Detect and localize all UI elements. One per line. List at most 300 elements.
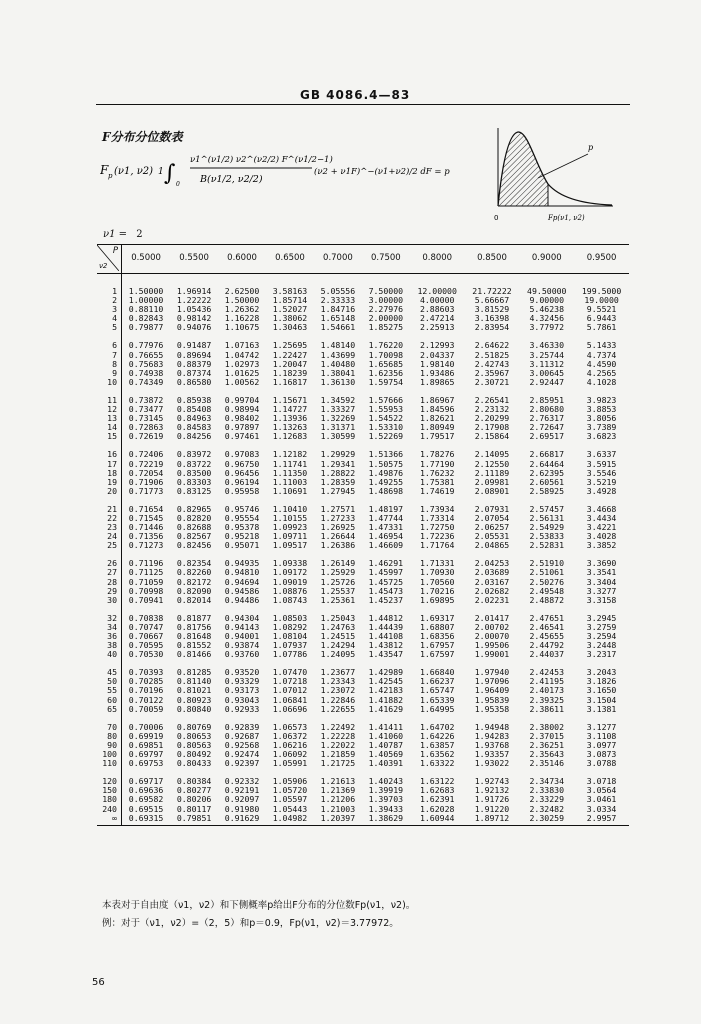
nu2-value: 22 bbox=[107, 512, 117, 523]
quantile-value: 3.00645 bbox=[529, 367, 565, 378]
quantile-value: 1.57666 bbox=[368, 394, 404, 405]
quantile-value: 0.94694 bbox=[224, 576, 260, 587]
nu2-value: 27 bbox=[107, 567, 117, 578]
quantile-value: 2.12993 bbox=[419, 340, 455, 351]
nu2-value: 55 bbox=[107, 685, 117, 696]
quantile-value: 1.66840 bbox=[419, 667, 455, 678]
quantile-value: 3.3690 bbox=[586, 558, 617, 569]
quantile-value: 3.0873 bbox=[586, 749, 617, 760]
quantile-value: 1.16817 bbox=[272, 376, 308, 387]
quantile-value: 2.47214 bbox=[419, 313, 455, 324]
quantile-value: 0.88110 bbox=[128, 304, 164, 315]
quantile-value: 1.09019 bbox=[272, 576, 308, 587]
quantile-value: 0.95958 bbox=[224, 485, 260, 496]
quantile-value: 1.14727 bbox=[272, 404, 308, 415]
quantile-value: 1.10155 bbox=[272, 512, 308, 523]
quantile-value: 1.82621 bbox=[419, 413, 455, 424]
quantile-value: 1.07786 bbox=[272, 649, 308, 660]
quantile-value: 2.52831 bbox=[529, 540, 565, 551]
quantile-value: 0.95554 bbox=[224, 512, 260, 523]
quantile-value: 2.47651 bbox=[529, 612, 565, 623]
quantile-value: 19.0000 bbox=[584, 295, 619, 306]
quantile-value: 1.11741 bbox=[272, 458, 308, 469]
quantile-value: 0.71125 bbox=[128, 567, 164, 578]
quantile-value: 1.95839 bbox=[474, 694, 510, 705]
quantile-value: 0.71196 bbox=[128, 558, 164, 569]
nu2-value: 23 bbox=[107, 522, 117, 533]
quantile-value: 0.93874 bbox=[224, 640, 260, 651]
quantile-value: 1.08104 bbox=[272, 631, 308, 641]
quantile-value: 1.21725 bbox=[320, 758, 356, 769]
quantile-value: 0.92687 bbox=[224, 730, 260, 741]
quantile-value: 3.46330 bbox=[529, 340, 565, 351]
quantile-value: 2.83954 bbox=[474, 322, 510, 333]
quantile-value: 1.54661 bbox=[320, 322, 356, 333]
value-cell bbox=[122, 441, 171, 495]
value-cell bbox=[465, 441, 520, 495]
quantile-value: 0.69919 bbox=[128, 730, 164, 741]
value-cell bbox=[218, 496, 266, 550]
page-title: F分布分位数表 bbox=[102, 130, 183, 144]
quantile-value: 3.6823 bbox=[586, 431, 617, 442]
quantile-value: 1.64702 bbox=[419, 721, 455, 732]
quantile-value: 2.51825 bbox=[474, 349, 510, 360]
nu2-value: 17 bbox=[107, 458, 117, 469]
value-cell bbox=[465, 605, 520, 659]
quantile-value: 5.05556 bbox=[320, 286, 356, 296]
value-cell bbox=[574, 387, 629, 441]
value-cell bbox=[574, 768, 629, 825]
quantile-value: 1.41629 bbox=[368, 703, 404, 714]
nu2-value: 18 bbox=[107, 467, 117, 478]
value-cell bbox=[122, 605, 171, 659]
nu2-cell bbox=[97, 550, 122, 604]
nu2-value: 24 bbox=[107, 531, 117, 542]
quantile-value: 0.84256 bbox=[176, 431, 212, 442]
quantile-value: 1.45237 bbox=[368, 594, 404, 605]
quantile-value: 2.42743 bbox=[474, 358, 510, 369]
quantile-value: 5.46238 bbox=[529, 304, 565, 315]
quantile-value: 0.81756 bbox=[176, 621, 212, 632]
quantile-value: 5.7861 bbox=[586, 322, 617, 333]
quantile-value: 1.07470 bbox=[272, 667, 308, 678]
quantile-value: 1.53310 bbox=[368, 422, 404, 433]
quantile-value: 3.58163 bbox=[272, 286, 308, 296]
quantile-value: 1.00562 bbox=[224, 376, 260, 387]
quantile-value: 0.72054 bbox=[128, 467, 164, 478]
quantile-value: 1.09517 bbox=[272, 540, 308, 551]
quantile-value: 0.97083 bbox=[224, 449, 260, 460]
quantile-value: 0.70059 bbox=[128, 703, 164, 714]
value-cell bbox=[170, 274, 218, 333]
quantile-value: 2.25913 bbox=[419, 322, 455, 333]
quantile-value: 0.93173 bbox=[224, 685, 260, 696]
quantile-value: 1.93357 bbox=[474, 749, 510, 760]
quantile-value: 3.3541 bbox=[586, 567, 617, 578]
quantile-value: 0.69315 bbox=[128, 812, 164, 823]
quantile-value: 1.11350 bbox=[272, 467, 308, 478]
density-svg bbox=[488, 126, 618, 226]
value-cell bbox=[519, 274, 574, 333]
value-cell bbox=[574, 605, 629, 659]
nu2-value: 32 bbox=[107, 612, 117, 623]
quantile-value: 0.80563 bbox=[176, 739, 212, 750]
value-cell bbox=[314, 714, 362, 768]
value-cell bbox=[410, 605, 465, 659]
quantile-value: 1.33327 bbox=[320, 404, 356, 415]
nu2-value: 45 bbox=[107, 667, 117, 678]
value-cell bbox=[266, 550, 314, 604]
quantile-value: 0.70838 bbox=[128, 612, 164, 623]
quantile-value: 1.92132 bbox=[474, 785, 510, 796]
standard-header: GB 4086.4—83 bbox=[300, 88, 411, 102]
value-cell bbox=[519, 714, 574, 768]
nu2-cell bbox=[97, 441, 122, 495]
nu2-value: 19 bbox=[107, 476, 117, 487]
quantile-value: 1.01625 bbox=[224, 367, 260, 378]
quantile-value: 0.85938 bbox=[176, 394, 212, 405]
formula-numerator: ν1^(ν1/2) ν2^(ν2/2) F^(ν1/2−1) bbox=[190, 155, 333, 165]
quantile-value: 0.80769 bbox=[176, 721, 212, 732]
quantile-value: 2.02231 bbox=[474, 594, 510, 605]
nu2-value: 240 bbox=[102, 803, 117, 814]
quantile-value: 1.05436 bbox=[176, 304, 212, 315]
quantile-value: 1.65685 bbox=[368, 358, 404, 369]
quantile-value: 0.84963 bbox=[176, 413, 212, 424]
quantile-value: 2.46541 bbox=[529, 621, 565, 632]
value-cell bbox=[170, 496, 218, 550]
col-header: 0.9500 bbox=[574, 245, 629, 274]
quantile-value: 1.50575 bbox=[368, 458, 404, 469]
quantile-value: 0.99704 bbox=[224, 394, 260, 405]
quantile-value: 0.80492 bbox=[176, 749, 212, 760]
quantile-value: 1.49876 bbox=[368, 467, 404, 478]
quantile-value: 1.67957 bbox=[419, 640, 455, 651]
value-cell bbox=[266, 332, 314, 386]
quantile-value: 1.52269 bbox=[368, 431, 404, 442]
table-row-group bbox=[97, 496, 629, 550]
quantile-value: 0.94304 bbox=[224, 612, 260, 623]
quantile-value: 0.69797 bbox=[128, 749, 164, 760]
quantile-value: 1.22655 bbox=[320, 703, 356, 714]
quantile-value: 0.81552 bbox=[176, 640, 212, 651]
quantile-value: 0.72219 bbox=[128, 458, 164, 469]
quantile-value: 1.62683 bbox=[419, 785, 455, 796]
quantile-value: 2.01417 bbox=[474, 612, 510, 623]
value-cell bbox=[170, 332, 218, 386]
quantile-value: 0.72863 bbox=[128, 422, 164, 433]
quantile-value: 9.5521 bbox=[586, 304, 617, 315]
quantile-value: 1.84716 bbox=[320, 304, 356, 315]
quantile-value: 1.26362 bbox=[224, 304, 260, 315]
quantile-value: 1.41060 bbox=[368, 730, 404, 741]
value-cell bbox=[314, 550, 362, 604]
col-header: 0.9000 bbox=[519, 245, 574, 274]
quantile-value: 4.1028 bbox=[586, 376, 617, 387]
value-cell bbox=[266, 714, 314, 768]
corner-nu2: ν2 bbox=[99, 261, 108, 270]
quantile-value: 3.7389 bbox=[586, 422, 617, 433]
quantile-value: 1.50000 bbox=[128, 286, 164, 296]
quantile-value: 0.71059 bbox=[128, 576, 164, 587]
page-number: 56 bbox=[92, 977, 105, 988]
quantile-value: 0.82820 bbox=[176, 512, 212, 523]
quantile-value: 2.06257 bbox=[474, 522, 510, 533]
quantile-value: 1.26149 bbox=[320, 558, 356, 569]
quantile-value: 0.94586 bbox=[224, 585, 260, 596]
quantile-value: 3.6337 bbox=[586, 449, 617, 460]
value-cell bbox=[218, 605, 266, 659]
quantile-value: 1.72236 bbox=[419, 531, 455, 542]
quantile-value: 0.93520 bbox=[224, 667, 260, 678]
quantile-value: 2.62500 bbox=[224, 286, 260, 296]
quantile-value: 1.20047 bbox=[272, 358, 308, 369]
quantile-value: 3.0461 bbox=[586, 794, 617, 805]
formula-denominator: B(ν1/2, ν2/2) bbox=[200, 174, 263, 185]
quantile-value: 1.68356 bbox=[419, 631, 455, 641]
quantile-value: 1.10691 bbox=[272, 485, 308, 496]
quantile-value: 0.73145 bbox=[128, 413, 164, 424]
quantile-value: 1.85275 bbox=[368, 322, 404, 333]
quantile-value: 0.79851 bbox=[176, 812, 212, 823]
quantile-value: 2.58925 bbox=[529, 485, 565, 496]
quantile-value: 0.98402 bbox=[224, 413, 260, 424]
value-cell bbox=[122, 496, 171, 550]
table-row-group bbox=[97, 768, 629, 825]
quantile-value: 1.47331 bbox=[368, 522, 404, 533]
quantile-value: 3.0788 bbox=[586, 758, 617, 769]
quantile-value: 2.50276 bbox=[529, 576, 565, 587]
value-cell bbox=[170, 659, 218, 713]
quantile-value: 2.09981 bbox=[474, 476, 510, 487]
quantile-value: 2.34734 bbox=[529, 776, 565, 787]
value-cell bbox=[218, 274, 266, 333]
quantile-value: 0.70122 bbox=[128, 694, 164, 705]
formula-tail: (ν2 + ν1F)^−(ν1+ν2)/2 dF = p bbox=[314, 167, 450, 177]
quantile-value: 2.64622 bbox=[474, 340, 510, 351]
quantile-value: 2.38611 bbox=[529, 703, 565, 714]
quantile-value: 1.21369 bbox=[320, 785, 356, 796]
formula-lhs-args: (ν1, ν2) bbox=[114, 166, 154, 177]
quantile-value: 3.2317 bbox=[586, 649, 617, 660]
quantile-value: 2.27976 bbox=[368, 304, 404, 315]
quantile-value: 1.76220 bbox=[368, 340, 404, 351]
value-cell bbox=[362, 768, 410, 825]
quantile-value: 1.92743 bbox=[474, 776, 510, 787]
nu2-value: 11 bbox=[107, 394, 117, 405]
quantile-value: 1.38629 bbox=[368, 812, 404, 823]
quantile-value: 0.70747 bbox=[128, 621, 164, 632]
quantile-value: 4.7374 bbox=[586, 349, 617, 360]
quantile-value: 0.81140 bbox=[176, 676, 212, 687]
quantile-value: 1.05597 bbox=[272, 794, 308, 805]
quantile-value: 3.5915 bbox=[586, 458, 617, 469]
quantile-value: 1.42989 bbox=[368, 667, 404, 678]
quantile-value: 1.40480 bbox=[320, 358, 356, 369]
quantile-value: 3.9823 bbox=[586, 394, 617, 405]
quantile-value: 1.21206 bbox=[320, 794, 356, 805]
nu2-value: 120 bbox=[102, 776, 117, 787]
value-cell bbox=[122, 550, 171, 604]
quantile-value: 1.49255 bbox=[368, 476, 404, 487]
quantile-value: 3.2448 bbox=[586, 640, 617, 651]
quantile-value: 1.39433 bbox=[368, 803, 404, 814]
nu2-value: 25 bbox=[107, 540, 117, 551]
quantile-value: 1.65339 bbox=[419, 694, 455, 705]
quantile-value: 0.72406 bbox=[128, 449, 164, 460]
quantile-value: 0.80384 bbox=[176, 776, 212, 787]
quantile-value: 1.25929 bbox=[320, 567, 356, 578]
quantile-value: 1.25043 bbox=[320, 612, 356, 623]
quantile-value: 1.25695 bbox=[272, 340, 308, 351]
quantile-value: 0.70667 bbox=[128, 631, 164, 641]
quantile-value: 4.2565 bbox=[586, 367, 617, 378]
quantile-value: 0.91487 bbox=[176, 340, 212, 351]
quantile-value: 1.08743 bbox=[272, 594, 308, 605]
nu1-label bbox=[103, 229, 143, 240]
nu2-value: 14 bbox=[107, 422, 117, 433]
quantile-value: 0.82172 bbox=[176, 576, 212, 587]
value-cell bbox=[122, 274, 171, 333]
nu2-value: 26 bbox=[107, 558, 117, 569]
quantile-value: 1.39703 bbox=[368, 794, 404, 805]
nu2-value: 150 bbox=[102, 785, 117, 796]
formula-lhs: F bbox=[100, 163, 109, 177]
quantile-value: 0.94486 bbox=[224, 594, 260, 605]
nu2-cell bbox=[97, 274, 122, 333]
quantile-value: 1.42183 bbox=[368, 685, 404, 696]
figure-p-label: p bbox=[588, 143, 594, 152]
quantile-value: 1.36130 bbox=[320, 376, 356, 387]
quantile-value: 1.85714 bbox=[272, 295, 308, 306]
quantile-value: 3.4928 bbox=[586, 485, 617, 496]
figure-zero-label: 0 bbox=[494, 214, 499, 222]
quantile-value: 1.64226 bbox=[419, 730, 455, 741]
quantile-value: 1.76232 bbox=[419, 467, 455, 478]
quantile-value: 1.78276 bbox=[419, 449, 455, 460]
quantile-value: 0.93760 bbox=[224, 649, 260, 660]
quantile-value: 12.00000 bbox=[417, 286, 457, 296]
nu2-value: 40 bbox=[107, 649, 117, 660]
quantile-value: 9.00000 bbox=[529, 295, 565, 306]
f-quantile-table bbox=[97, 244, 629, 826]
quantile-value: 1.91220 bbox=[474, 803, 510, 814]
quantile-value: 0.92191 bbox=[224, 785, 260, 796]
value-cell bbox=[410, 659, 465, 713]
quantile-value: 0.82354 bbox=[176, 558, 212, 569]
nu2-value: 28 bbox=[107, 576, 117, 587]
quantile-value: 2.02682 bbox=[474, 585, 510, 596]
value-cell bbox=[218, 387, 266, 441]
quantile-value: 1.29929 bbox=[320, 449, 356, 460]
quantile-value: 2.53833 bbox=[529, 531, 565, 542]
quantile-value: 1.46609 bbox=[368, 540, 404, 551]
quantile-value: 0.70595 bbox=[128, 640, 164, 651]
value-cell bbox=[218, 659, 266, 713]
quantile-value: 1.40243 bbox=[368, 776, 404, 787]
quantile-value: 2.80680 bbox=[529, 404, 565, 415]
quantile-value: 1.28822 bbox=[320, 467, 356, 478]
quantile-value: 1.96409 bbox=[474, 685, 510, 696]
quantile-value: 1.07218 bbox=[272, 676, 308, 687]
quantile-value: 1.41882 bbox=[368, 694, 404, 705]
value-cell bbox=[574, 274, 629, 333]
value-cell bbox=[574, 441, 629, 495]
quantile-value: 1.11003 bbox=[272, 476, 308, 487]
quantile-value: 0.81877 bbox=[176, 612, 212, 623]
quantile-value: 0.69851 bbox=[128, 739, 164, 750]
quantile-value: 2.92447 bbox=[529, 376, 565, 387]
quantile-value: 1.69317 bbox=[419, 612, 455, 623]
quantile-value: 3.77972 bbox=[529, 322, 565, 333]
quantile-value: 1.72750 bbox=[419, 522, 455, 533]
quantile-value: 0.80923 bbox=[176, 694, 212, 705]
quantile-value: 2.45655 bbox=[529, 631, 565, 641]
quantile-value: 1.68807 bbox=[419, 621, 455, 632]
quantile-value: 0.94001 bbox=[224, 631, 260, 641]
quantile-value: 0.80840 bbox=[176, 703, 212, 714]
value-cell bbox=[519, 659, 574, 713]
nu2-value: 90 bbox=[107, 739, 117, 750]
quantile-value: 2.88603 bbox=[419, 304, 455, 315]
quantile-value: 1.44812 bbox=[368, 612, 404, 623]
table-header-row bbox=[97, 245, 629, 274]
quantile-value: 3.4434 bbox=[586, 512, 617, 523]
quantile-value: 1.62028 bbox=[419, 803, 455, 814]
value-cell bbox=[170, 387, 218, 441]
quantile-value: 1.64995 bbox=[419, 703, 455, 714]
quantile-value: 3.4028 bbox=[586, 531, 617, 542]
quantile-value: 0.82090 bbox=[176, 585, 212, 596]
quantile-value: 1.54522 bbox=[368, 413, 404, 424]
value-cell bbox=[519, 441, 574, 495]
value-cell bbox=[465, 496, 520, 550]
quantile-value: 2.76317 bbox=[529, 413, 565, 424]
quantile-value: 0.71654 bbox=[128, 503, 164, 514]
quantile-value: 2.37015 bbox=[529, 730, 565, 741]
value-cell bbox=[314, 332, 362, 386]
quantile-value: 1.09711 bbox=[272, 531, 308, 542]
quantile-value: 1.62356 bbox=[368, 367, 404, 378]
value-cell bbox=[465, 550, 520, 604]
quantile-value: 2.36251 bbox=[529, 739, 565, 750]
quantile-value: 1.06372 bbox=[272, 730, 308, 741]
quantile-value: 0.93329 bbox=[224, 676, 260, 687]
quantile-value: 1.40787 bbox=[368, 739, 404, 750]
quantile-value: 1.84596 bbox=[419, 404, 455, 415]
quantile-value: 1.89712 bbox=[474, 812, 510, 823]
quantile-value: 0.71906 bbox=[128, 476, 164, 487]
quantile-value: 1.15671 bbox=[272, 394, 308, 405]
nu1-value: 2 bbox=[136, 229, 143, 240]
quantile-value: 1.22846 bbox=[320, 694, 356, 705]
nu2-cell bbox=[97, 605, 122, 659]
quantile-value: 1.20397 bbox=[320, 812, 356, 823]
quantile-value: 2.08901 bbox=[474, 485, 510, 496]
quantile-value: 0.97461 bbox=[224, 431, 260, 442]
value-cell bbox=[218, 768, 266, 825]
quantile-value: 1.99001 bbox=[474, 649, 510, 660]
value-cell bbox=[314, 768, 362, 825]
quantile-value: 0.83972 bbox=[176, 449, 212, 460]
quantile-value: 1.40391 bbox=[368, 758, 404, 769]
quantile-value: 2.04337 bbox=[419, 349, 455, 360]
quantile-value: 1.65148 bbox=[320, 313, 356, 324]
quantile-value: 1.27571 bbox=[320, 503, 356, 514]
nu2-cell bbox=[97, 768, 122, 825]
density-figure bbox=[488, 126, 618, 226]
nu2-value: 100 bbox=[102, 749, 117, 760]
